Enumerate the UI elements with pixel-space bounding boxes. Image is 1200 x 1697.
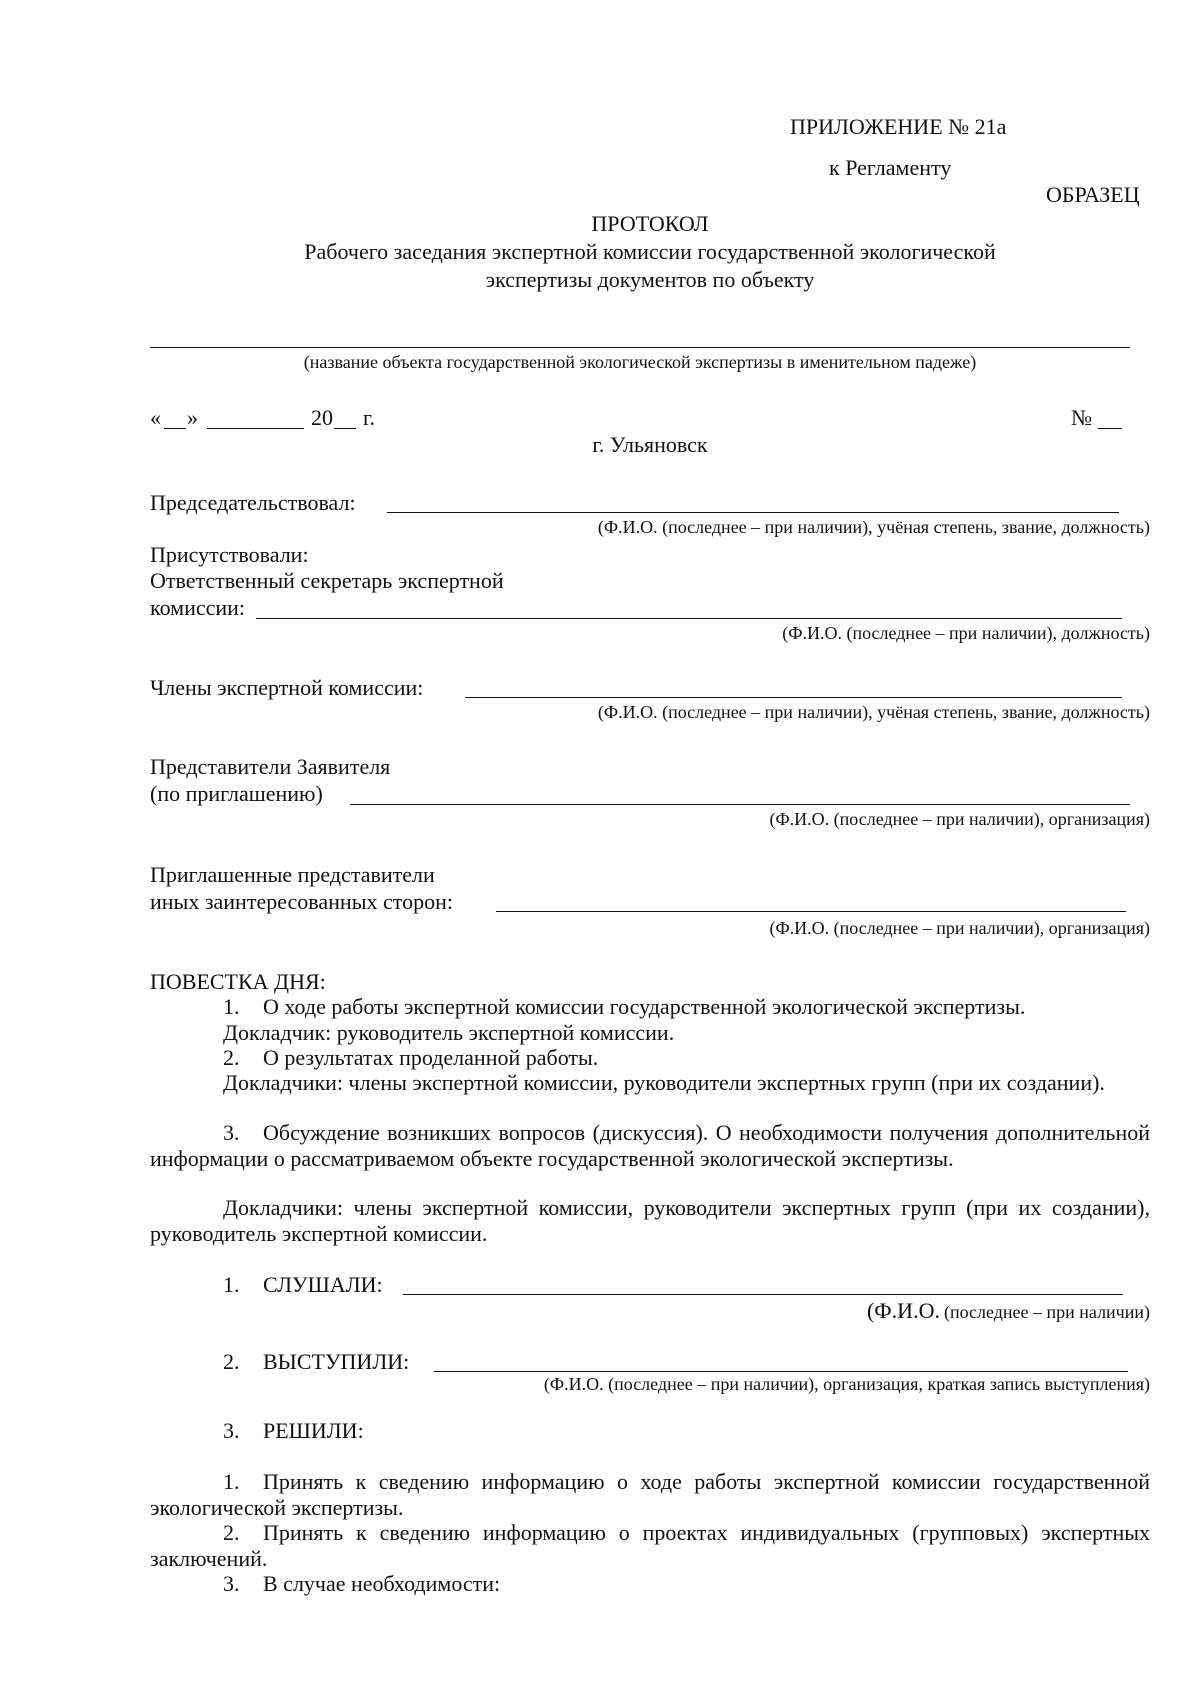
agenda-item3-speakers: Докладчики: члены экспертной комиссии, руководители экспертных групп (при их создании), руководитель экспертной комиссии. bbox=[150, 1195, 1150, 1246]
spoke-number: 2. bbox=[223, 1349, 240, 1374]
decided-row bbox=[223, 1418, 364, 1444]
decision-3 bbox=[223, 1571, 500, 1597]
object-name-line bbox=[150, 347, 1130, 348]
spoke-row bbox=[223, 1349, 409, 1375]
heard-number: 1. bbox=[223, 1272, 240, 1297]
date-day-open-quote: « bbox=[150, 405, 161, 430]
others-label-line1: Приглашенные представители bbox=[150, 862, 435, 887]
date-year-suffix: г. bbox=[363, 405, 376, 430]
decision-1 bbox=[150, 1469, 1150, 1520]
decision-2-number: 2. bbox=[223, 1520, 240, 1545]
document-title: ПРОТОКОЛ bbox=[591, 211, 709, 236]
date-day-close-quote: » bbox=[187, 405, 198, 430]
object-name-caption: (название объекта государственной экологической экспертизы в именительном падеже) bbox=[303, 352, 977, 372]
heard-caption-rest: (последнее – при наличии) bbox=[943, 1302, 1150, 1322]
sample-stamp-text: ОБРАЗЕЦ bbox=[1046, 182, 1140, 207]
protocol-number-blank bbox=[1098, 428, 1122, 429]
members-caption: (Ф.И.О. (последнее – при наличии), учёная степень, звание, должность) bbox=[597, 702, 1150, 722]
spoke-name-line bbox=[434, 1371, 1128, 1372]
agenda-item1 bbox=[223, 994, 1025, 1020]
date-day-blank bbox=[164, 428, 186, 429]
date-month-blank bbox=[207, 428, 304, 429]
others-caption: (Ф.И.О. (последнее – при наличии), организация) bbox=[769, 918, 1150, 938]
decision-1-number: 1. bbox=[223, 1469, 240, 1494]
chair-caption: (Ф.И.О. (последнее – при наличии), учёная степень, звание, должность) bbox=[597, 517, 1150, 537]
agenda-item1-speaker: Докладчик: руководитель экспертной комиссии. bbox=[223, 1020, 675, 1045]
decision-2 bbox=[150, 1520, 1150, 1571]
others-name-line bbox=[496, 911, 1126, 912]
agenda-item2 bbox=[223, 1045, 598, 1071]
regulation-reference: к Регламенту bbox=[829, 155, 952, 180]
secretary-label-line2: комиссии: bbox=[150, 595, 246, 620]
agenda-item3-text: Обсуждение возникших вопросов (дискуссия). О необходимости получения дополнительной информации о рассматриваемом объекте государственной экологической экспертизы. bbox=[150, 1120, 1150, 1171]
document-subtitle-line2: экспертизы документов по объекту bbox=[485, 267, 815, 292]
decision-3-text: В случае необходимости: bbox=[263, 1571, 501, 1596]
agenda-item2-text: О результатах проделанной работы. bbox=[263, 1045, 599, 1070]
heard-label: СЛУШАЛИ: bbox=[263, 1272, 383, 1297]
chair-name-line bbox=[387, 512, 1119, 513]
agenda-item1-text: О ходе работы экспертной комиссии государственной экологической экспертизы. bbox=[263, 994, 1026, 1019]
heard-caption-fio: (Ф.И.О. bbox=[866, 1298, 940, 1323]
decision-1-text: Принять к сведению информацию о ходе работы экспертной комиссии государственной экологической экспертизы. bbox=[150, 1469, 1150, 1520]
applicant-name-line bbox=[350, 804, 1130, 805]
decided-number: 3. bbox=[223, 1418, 240, 1443]
agenda-item1-number: 1. bbox=[223, 994, 240, 1019]
appendix-number: ПРИЛОЖЕНИЕ № 21а bbox=[790, 114, 1007, 139]
secretary-name-line bbox=[256, 618, 1122, 619]
agenda-item3 bbox=[150, 1120, 1150, 1171]
others-label-line2: иных заинтересованных сторон: bbox=[150, 889, 453, 914]
protocol-number-sign: № bbox=[1071, 405, 1092, 430]
secretary-label-line1: Ответственный секретарь экспертной bbox=[150, 568, 504, 593]
agenda-item2-speakers: Докладчики: члены экспертной комиссии, руководители экспертных групп (при их создании). bbox=[223, 1070, 1105, 1095]
agenda-item3-number: 3. bbox=[223, 1120, 240, 1145]
heard-caption bbox=[150, 1298, 1150, 1324]
spoke-label: ВЫСТУПИЛИ: bbox=[263, 1349, 410, 1374]
decided-label: РЕШИЛИ: bbox=[263, 1418, 364, 1443]
date-year-blank bbox=[334, 428, 356, 429]
members-label: Члены экспертной комиссии: bbox=[150, 675, 424, 700]
applicant-label-line2: (по приглашению) bbox=[150, 781, 323, 806]
date-year-prefix: 20 bbox=[311, 405, 333, 430]
secretary-caption: (Ф.И.О. (последнее – при наличии), должность) bbox=[782, 623, 1150, 643]
decision-2-text: Принять к сведению информацию о проектах индивидуальных (групповых) экспертных заключений. bbox=[150, 1520, 1150, 1571]
decision-3-number: 3. bbox=[223, 1571, 240, 1596]
members-name-line bbox=[465, 697, 1122, 698]
agenda-heading: ПОВЕСТКА ДНЯ: bbox=[150, 969, 326, 994]
city-name: г. Ульяновск bbox=[592, 432, 708, 457]
heard-name-line bbox=[403, 1294, 1123, 1295]
present-label: Присутствовали: bbox=[150, 542, 309, 567]
applicant-caption: (Ф.И.О. (последнее – при наличии), организация) bbox=[769, 809, 1150, 829]
chair-label: Председательствовал: bbox=[150, 490, 356, 515]
heard-row bbox=[223, 1272, 383, 1298]
document-subtitle-line1: Рабочего заседания экспертной комиссии государственной экологической bbox=[304, 239, 996, 264]
applicant-label-line1: Представители Заявителя bbox=[150, 754, 391, 779]
agenda-item2-number: 2. bbox=[223, 1045, 240, 1070]
spoke-caption: (Ф.И.О. (последнее – при наличии), организация, краткая запись выступления) bbox=[543, 1374, 1150, 1394]
